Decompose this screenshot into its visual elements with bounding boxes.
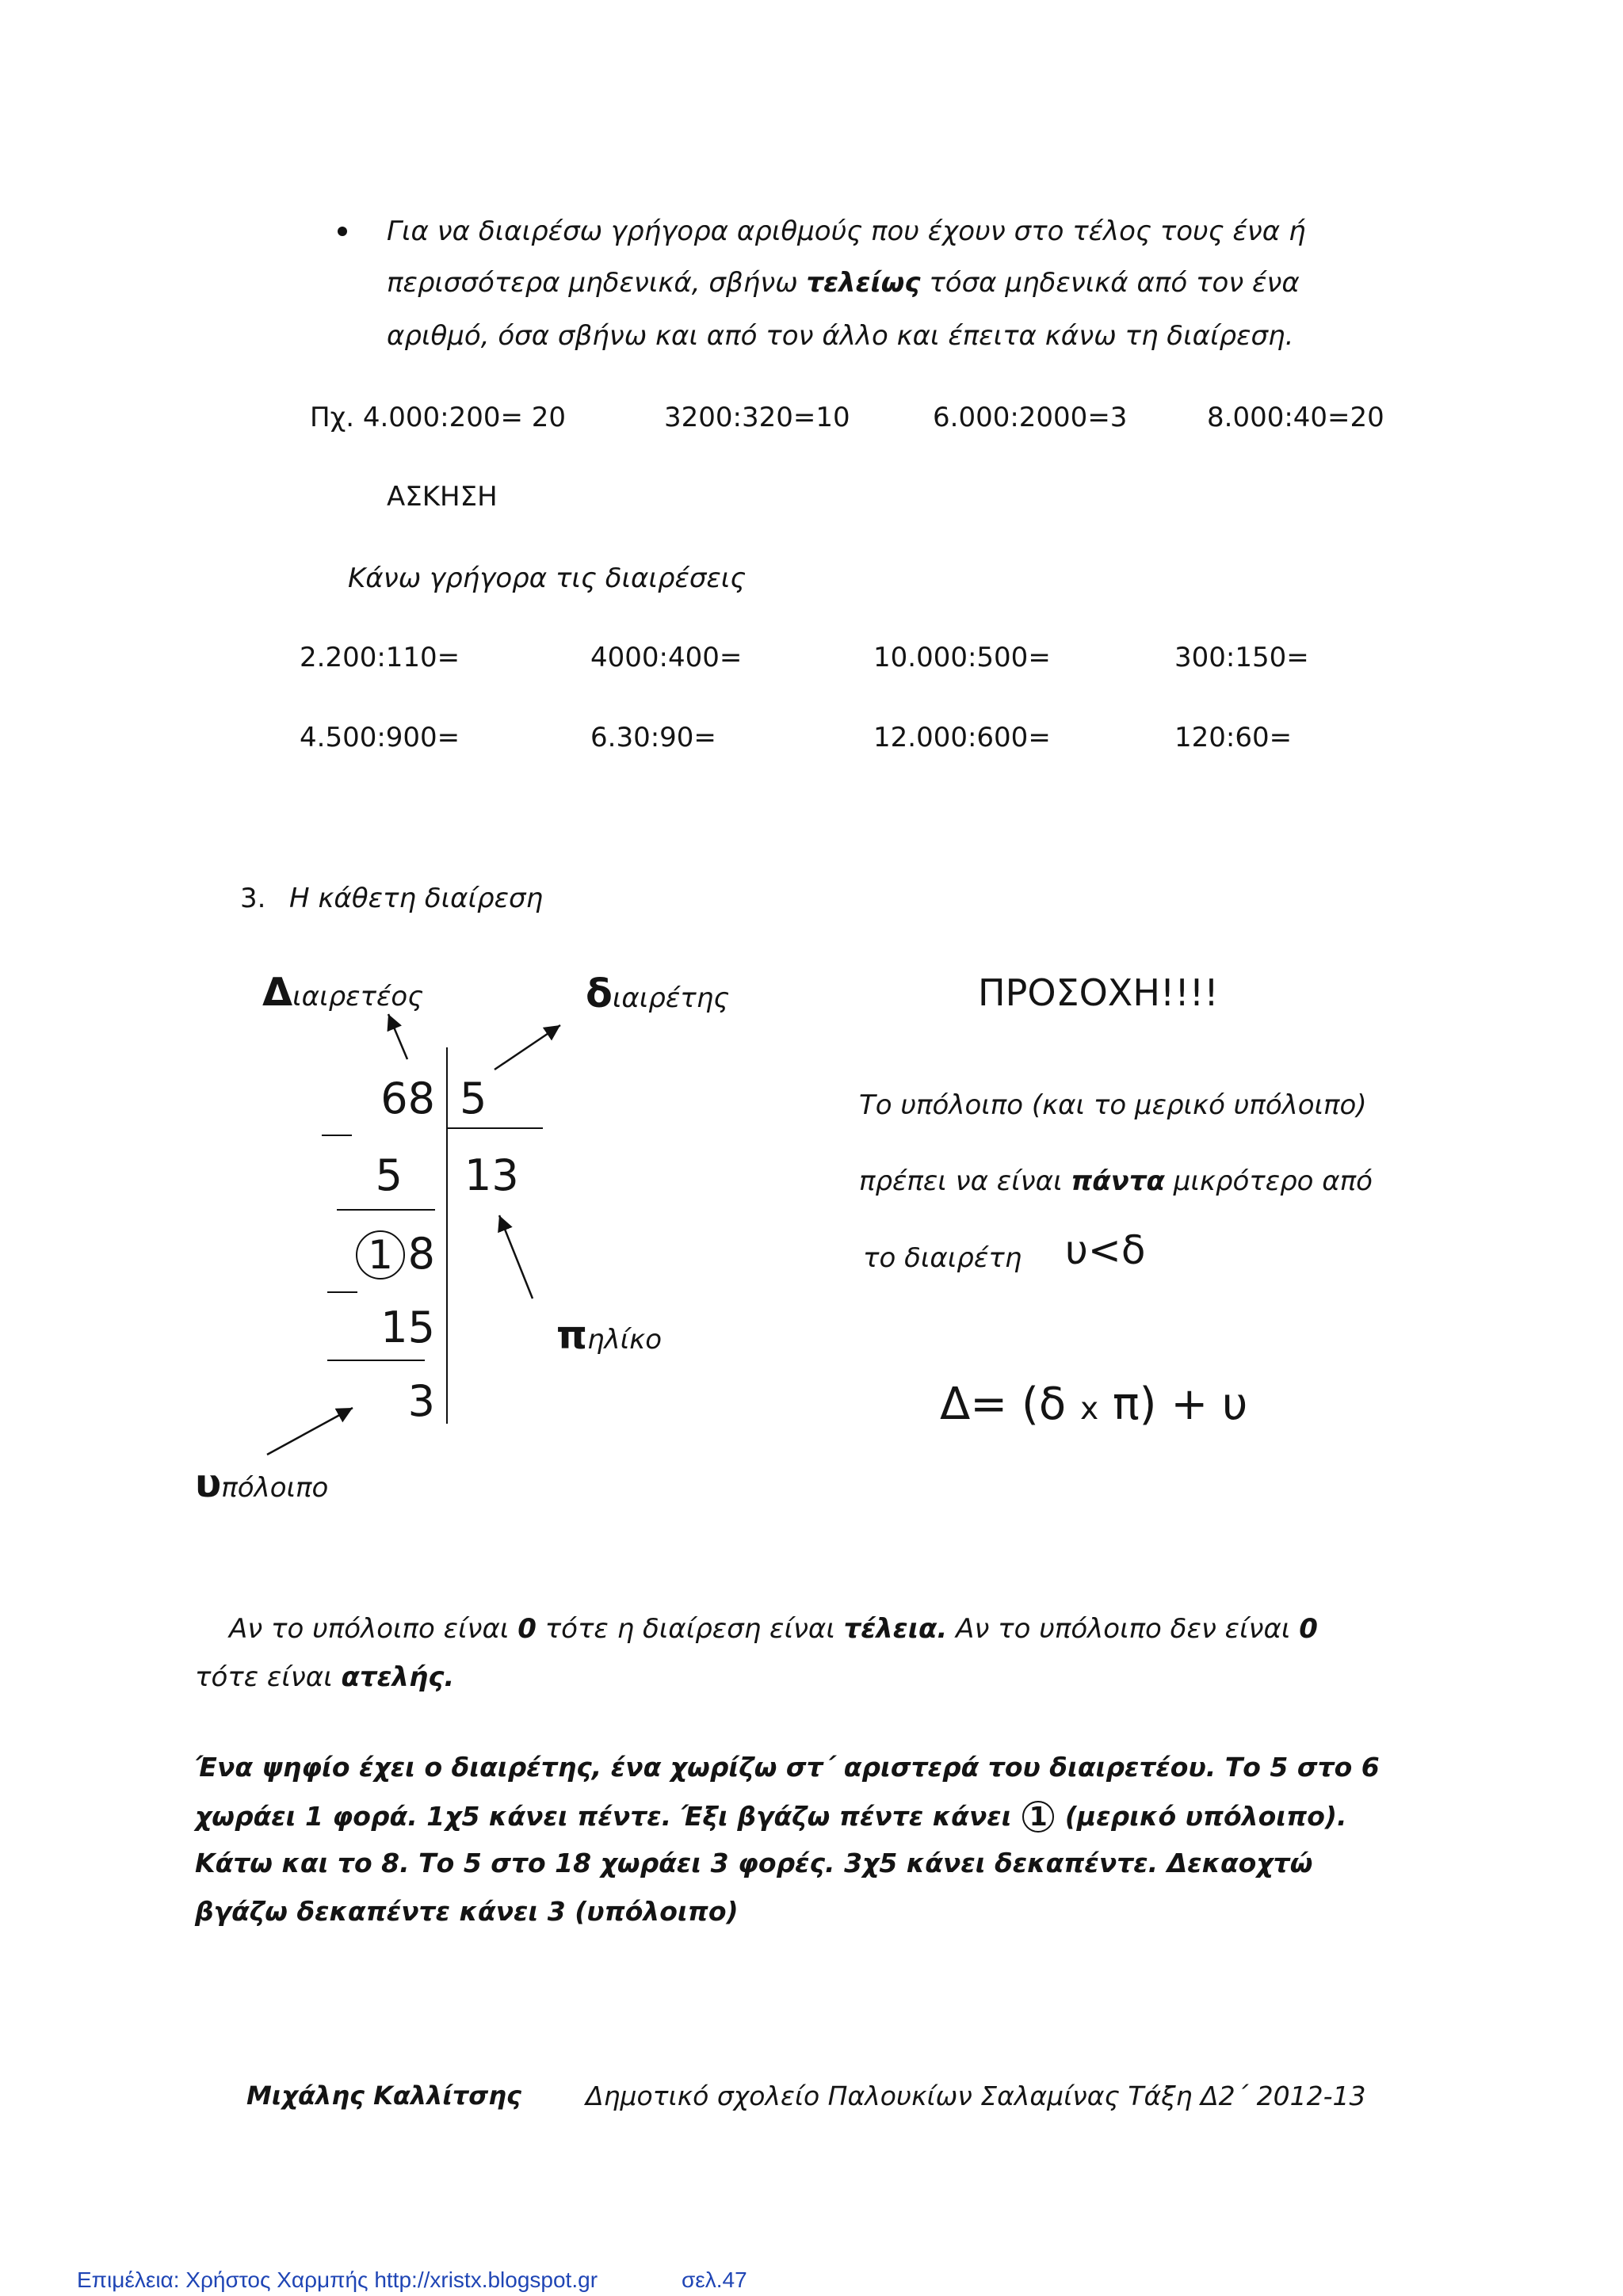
section-number: 3. [240, 883, 266, 914]
remainder: 3 [407, 1376, 435, 1426]
exercise-title: ΑΣΚΗΣΗ [387, 481, 498, 513]
label-quotient-initial: π [556, 1312, 587, 1358]
label-divisor-initial: δ [586, 971, 613, 1016]
intro-line-2 [387, 267, 1381, 299]
rule-line-2 [195, 1661, 480, 1693]
attention-line-3: το διαιρέτη [863, 1242, 1022, 1274]
subtraction-line-2 [327, 1360, 425, 1361]
partial-remainder-circled: 1 [356, 1230, 405, 1280]
subtract-first: 5 [375, 1150, 403, 1200]
attention-line-2 [859, 1165, 1449, 1197]
label-divisor-rest: ιαιρέτης [612, 982, 730, 1014]
exercise-item: 4.500:900= [300, 722, 460, 753]
label-quotient [556, 1312, 691, 1358]
explanation-line-2-start: χωράει 1 φορά. 1χ5 κάνει πέντε. Έξι βγάζω πέντε κάνει [195, 1801, 1012, 1832]
brought-down-digit: 8 [407, 1229, 435, 1279]
rule-zero: 0 [517, 1613, 537, 1645]
page-number: σελ.47 [682, 2267, 747, 2292]
rule-line-1 [229, 1613, 1453, 1645]
bullet-dot [338, 227, 347, 236]
credit-text: Επιμέλεια: Χρήστος Χαρμπής http://xristx.blogspot.gr [77, 2267, 598, 2292]
attention-line-1: Το υπόλοιπο (και το μερικό υπόλοιπο) [859, 1089, 1367, 1121]
label-remainder [195, 1460, 361, 1506]
label-remainder-initial: υ [195, 1460, 222, 1506]
attention-title: ΠΡΟΣΟΧΗ!!!! [978, 971, 1219, 1014]
rule-inexact: ατελής. [341, 1661, 455, 1693]
exercise-item: 2.200:110= [300, 642, 460, 673]
rule-text: τότε είναι [195, 1661, 333, 1693]
subtract-second: 15 [380, 1302, 435, 1352]
minus-sign [327, 1291, 357, 1293]
subtraction-line-1 [337, 1209, 435, 1211]
formula-left: Δ= (δ [940, 1379, 1067, 1430]
exercise-item: 10.000:500= [873, 642, 1051, 673]
section-title: Η κάθετη διαίρεση [289, 883, 544, 914]
explanation-line-2-end: (μερικό υπόλοιπο). [1064, 1801, 1347, 1832]
label-dividend-initial: Δ [262, 969, 293, 1015]
division-formula [940, 1379, 1304, 1430]
intro-line-2-start: περισσότερα μηδενικά, σβήνω [387, 267, 798, 299]
exercise-item: 120:60= [1174, 722, 1293, 753]
explanation-line-2 [195, 1801, 1403, 1833]
intro-line-1: Για να διαιρέσω γρήγορα αριθμούς που έχουν στο τέλος τους ένα ή [387, 215, 1306, 247]
inequality: υ<δ [1065, 1227, 1146, 1273]
quotient: 13 [464, 1150, 519, 1200]
explanation-line-3: Κάτω και το 8. Το 5 στο 18 χωράει 3 φορές. 3χ5 κάνει δεκαπέντε. Δεκαοχτώ [195, 1848, 1313, 1878]
exercise-item: 6.30:90= [590, 722, 716, 753]
arrow-to-dividend-label [388, 1014, 407, 1059]
rule-zero: 0 [1299, 1613, 1318, 1645]
divisor-underline [447, 1127, 543, 1129]
attention-emphasis: πάντα [1071, 1165, 1165, 1197]
attention-line-2-end: μικρότερο από [1173, 1165, 1373, 1197]
division-vertical-line [446, 1047, 448, 1424]
partial-remainder-circled-inline: 1 [1022, 1801, 1054, 1833]
rule-text: τότε η διαίρεση είναι [544, 1613, 835, 1645]
intro-line-2-end: τόσα μηδενικά από τον ένα [929, 267, 1300, 299]
dividend: 68 [380, 1074, 435, 1123]
divisor: 5 [460, 1074, 487, 1123]
label-remainder-rest: πόλοιπο [221, 1472, 329, 1504]
arrow-to-divisor-label [495, 1025, 560, 1070]
label-dividend-rest: ιαιρετέος [292, 981, 424, 1013]
footer-author: Μιχάλης Καλλίτσης [246, 2081, 521, 2111]
arrow-to-quotient [499, 1215, 533, 1299]
rule-text: Αν το υπόλοιπο είναι [229, 1613, 510, 1645]
rule-text: Αν το υπόλοιπο δεν είναι [956, 1613, 1291, 1645]
footer-school: Δημοτικό σχολείο Παλουκίων Σαλαμίνας Τάξη Δ2΄ 2012-13 [586, 2081, 1366, 2111]
explanation-line-4: βγάζω δεκαπέντε κάνει 3 (υπόλοιπο) [195, 1896, 739, 1927]
intro-emphasis: τελείως [806, 267, 921, 299]
rule-exact: τέλεια. [843, 1613, 948, 1645]
label-quotient-rest: ηλίκο [587, 1324, 663, 1356]
example-3: 6.000:2000=3 [933, 402, 1128, 433]
example-4: 8.000:40=20 [1207, 402, 1384, 433]
example-2: 3200:320=10 [664, 402, 850, 433]
label-dividend [262, 969, 453, 1015]
formula-times: x [1079, 1391, 1099, 1427]
label-divisor [586, 971, 744, 1016]
exercise-item: 12.000:600= [873, 722, 1051, 753]
exercise-item: 4000:400= [590, 642, 743, 673]
explanation-line-1: Ένα ψηφίο έχει ο διαιρέτης, ένα χωρίζω στ΄ αριστερά του διαιρετέου. Το 5 στο 6 [195, 1752, 1380, 1783]
exercise-item: 300:150= [1174, 642, 1309, 673]
intro-line-3: αριθμό, όσα σβήνω και από τον άλλο και έπειτα κάνω τη διαίρεση. [387, 320, 1294, 352]
minus-sign [322, 1135, 352, 1136]
example-1: Πχ. 4.000:200= 20 [310, 402, 567, 433]
exercise-instruction: Κάνω γρήγορα τις διαιρέσεις [348, 563, 747, 594]
formula-right: π) + υ [1112, 1379, 1248, 1430]
attention-line-2-start: πρέπει να είναι [859, 1165, 1063, 1197]
